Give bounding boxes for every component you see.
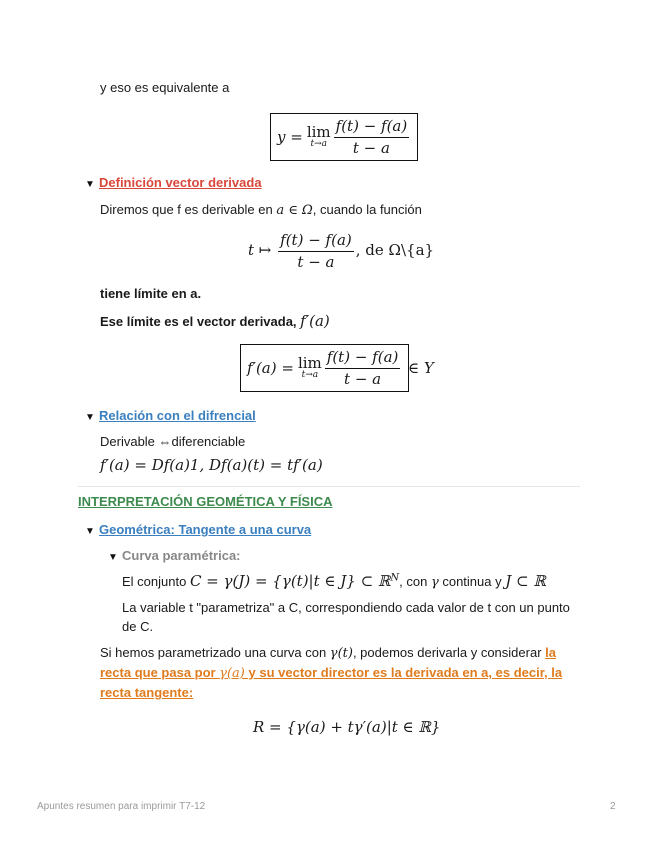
conjunto-text <box>122 572 546 590</box>
eq1-lhs: y = <box>277 128 303 146</box>
section-heading: INTERPRETACIÓN GEOMÉTICA Y FÍSICA <box>78 494 333 509</box>
conjunto-c: continua y <box>438 574 506 589</box>
conjunto-sup: N <box>390 572 400 584</box>
si-hemos-line2 <box>100 665 562 681</box>
si-orange1: la <box>545 645 556 660</box>
definicion-text-a: Diremos que f es derivable en <box>100 202 277 217</box>
conjunto-math: C = γ(J) = {γ(t)|t ∈ J} ⊂ ℝ <box>189 572 391 590</box>
eq2-denominator: t − a <box>344 369 382 388</box>
vector-derivada-label: Ese límite es el vector derivada, <box>100 314 301 329</box>
eq2-lim-sub: t→a <box>301 369 319 380</box>
toggle-relacion[interactable] <box>85 408 256 423</box>
map-denominator: t − a <box>297 252 335 271</box>
toggle-definicion-label[interactable]: Definición vector derivada <box>99 175 262 190</box>
si-orange2a: recta que pasa por <box>100 665 220 680</box>
definicion-text <box>100 202 422 218</box>
map-tail: , de Ω\{a} <box>355 241 435 259</box>
si-math: γ(t) <box>329 646 353 661</box>
conjunto-gamma: γ <box>430 575 439 590</box>
si-b: , podemos derivarla y considerar <box>352 645 546 660</box>
divider <box>78 486 580 487</box>
toggle-curva-label[interactable]: Curva paramétrica: <box>122 548 241 563</box>
definicion-math-a: a ∈ Ω <box>276 203 313 218</box>
tangent-line-equation: R = {γ(a) + tγ′(a)|t ∈ ℝ} <box>253 718 441 736</box>
triangle-down-icon: ▼ <box>85 412 95 423</box>
eq2-tail: ∈ Y <box>408 359 434 377</box>
eq2-lim: lim <box>297 353 322 372</box>
map-numerator: f(t) − f(a) <box>278 232 354 252</box>
definicion-text-b: , cuando la función <box>312 202 422 217</box>
conjunto-b: , con <box>399 574 431 589</box>
si-a: Si hemos parametrizado una curva con <box>100 645 330 660</box>
equation-limit-box <box>270 113 418 161</box>
toggle-geometrica[interactable] <box>85 522 311 537</box>
eq2-lhs: f′(a) = <box>247 359 294 377</box>
triangle-down-icon: ▼ <box>85 179 95 190</box>
toggle-curva[interactable] <box>108 548 241 563</box>
si-hemos-line1 <box>100 645 556 661</box>
toggle-geometrica-label[interactable]: Geométrica: Tangente a una curva <box>99 522 312 537</box>
vector-derivada-text <box>100 312 330 330</box>
si-orange2b: y su vector director es la derivada en a, es decir, la <box>244 665 563 680</box>
si-hemos-line3: recta tangente: <box>100 685 194 700</box>
page-number: 2 <box>610 801 616 812</box>
eq1-lim: lim <box>306 122 331 141</box>
eq1-denominator: t − a <box>352 138 390 157</box>
si-orange2m: γ(a) <box>219 666 245 681</box>
limite-text: tiene límite en a. <box>100 286 202 301</box>
toggle-definicion[interactable] <box>85 175 262 190</box>
vector-derivada-math: f′(a) <box>300 312 330 330</box>
map-lhs: t ↦ <box>248 241 272 259</box>
conjunto-math2: J ⊂ ℝ <box>505 572 546 590</box>
diferencial-equation: f′(a) = Df(a)1, Df(a)(t) = tf′(a) <box>100 456 323 474</box>
intro-text: y eso es equivalente a <box>100 80 230 95</box>
mapping-equation <box>248 232 434 270</box>
eq1-lim-sub: t→a <box>310 138 327 149</box>
variable-text-2: de C. <box>122 619 154 634</box>
eq2-numerator: f(t) − f(a) <box>325 349 401 369</box>
derivable-text: Derivable ⇔diferenciable <box>100 434 246 449</box>
triangle-down-icon: ▼ <box>108 552 118 563</box>
equation-derivative-box <box>240 344 409 392</box>
eq1-numerator: f(t) − f(a) <box>334 118 410 138</box>
toggle-relacion-label[interactable]: Relación con el difrencial <box>99 408 256 423</box>
triangle-down-icon: ▼ <box>85 526 95 537</box>
conjunto-a: El conjunto <box>122 574 190 589</box>
variable-text-1: La variable t "parametriza" a C, correspondiendo cada valor de t con un punto <box>122 600 570 615</box>
footer-title: Apuntes resumen para imprimir T7-12 <box>37 801 206 812</box>
